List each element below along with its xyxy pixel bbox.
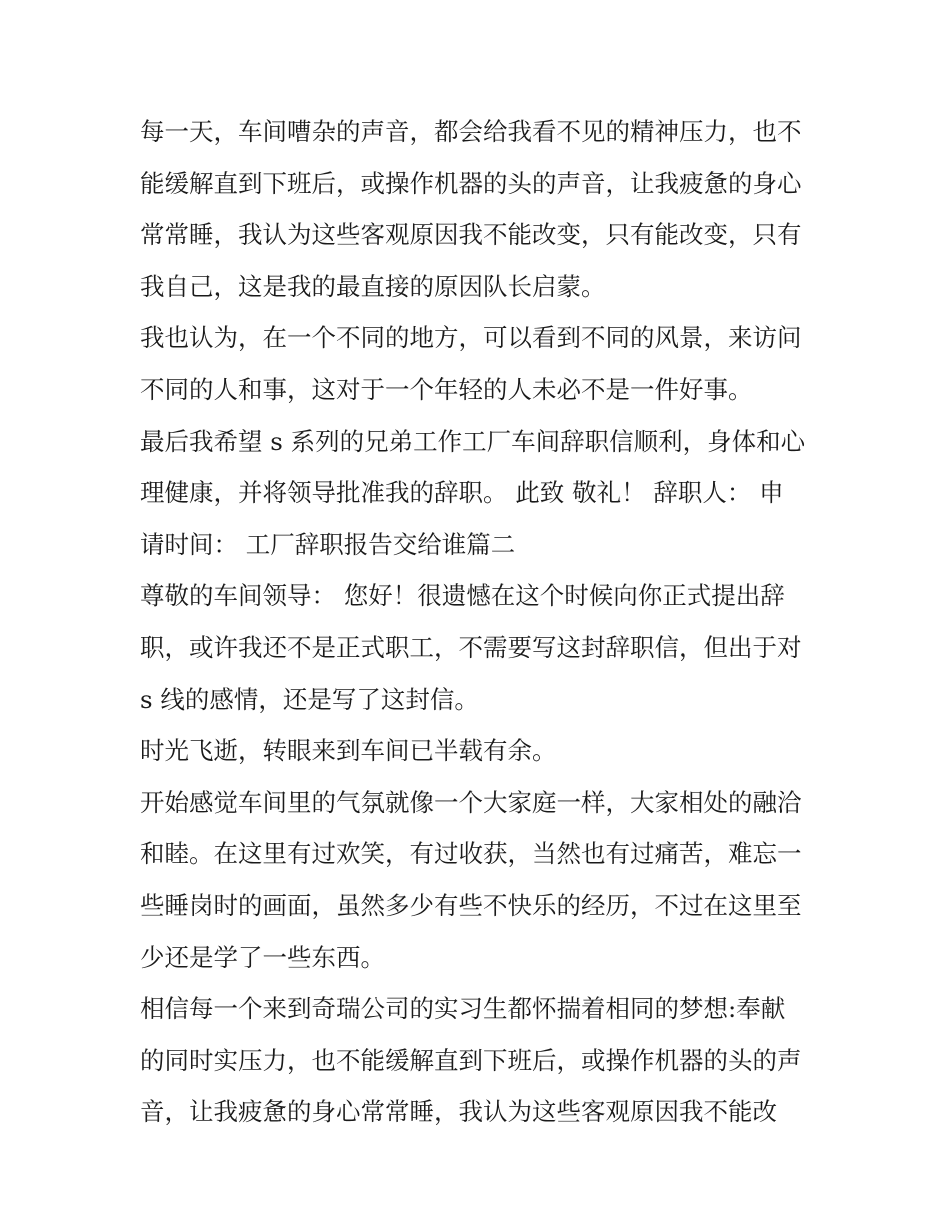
text-line: 时光飞逝，转眼来到车间已半载有余。: [140, 736, 557, 766]
text-line: 些睡岗时的画面，虽然多少有些不快乐的经历，不过在这里至: [140, 890, 802, 920]
text-line: 常常睡，我认为这些客观原因我不能改变，只有能改变，只有: [140, 220, 802, 250]
text-line: 相信每一个来到奇瑞公司的实习生都怀揣着相同的梦想:奉献: [140, 994, 786, 1024]
text-line: 少还是学了一些东西。: [140, 942, 385, 972]
text-line: 尊敬的车间领导： 您好！很遗憾在这个时候向你正式提出辞: [140, 581, 785, 611]
text-line: 和睦。在这里有过欢笑，有过收获，当然也有过痛苦，难忘一: [140, 839, 802, 869]
text-line: 的同时实压力，也不能缓解直到下班后，或操作机器的头的声: [140, 1045, 802, 1075]
text-line: 我也认为，在一个不同的地方，可以看到不同的风景，来访问: [140, 323, 802, 353]
text-line: 音，让我疲惫的身心常常睡，我认为这些客观原因我不能改: [140, 1097, 777, 1127]
text-line: 最后我希望 s 系列的兄弟工作工厂车间辞职信顺利，身体和心: [140, 426, 806, 456]
text-line: 我自己，这是我的最直接的原因队长启蒙。: [140, 271, 606, 301]
text-line: s 线的感情，还是写了这封信。: [140, 684, 479, 714]
text-line: 每一天，车间嘈杂的声音，都会给我看不见的精神压力，也不: [140, 117, 802, 146]
text-line: 开始感觉车间里的气氛就像一个大家庭一样，大家相处的融洽: [140, 787, 802, 817]
text-line: 理健康，并将领导批准我的辞职。 此致 敬礼！ 辞职人： 申: [140, 478, 784, 508]
text-line: 请时间： 工厂辞职报告交给谁篇二: [140, 529, 516, 559]
document-body: [140, 106, 820, 1138]
text-line: 职，或许我还不是正式职工，不需要写这封辞职信，但出于对: [140, 632, 802, 662]
text-line: 能缓解直到下班后，或操作机器的头的声音，让我疲惫的身心: [140, 168, 802, 198]
text-line: 不同的人和事，这对于一个年轻的人未必不是一件好事。: [140, 374, 753, 404]
